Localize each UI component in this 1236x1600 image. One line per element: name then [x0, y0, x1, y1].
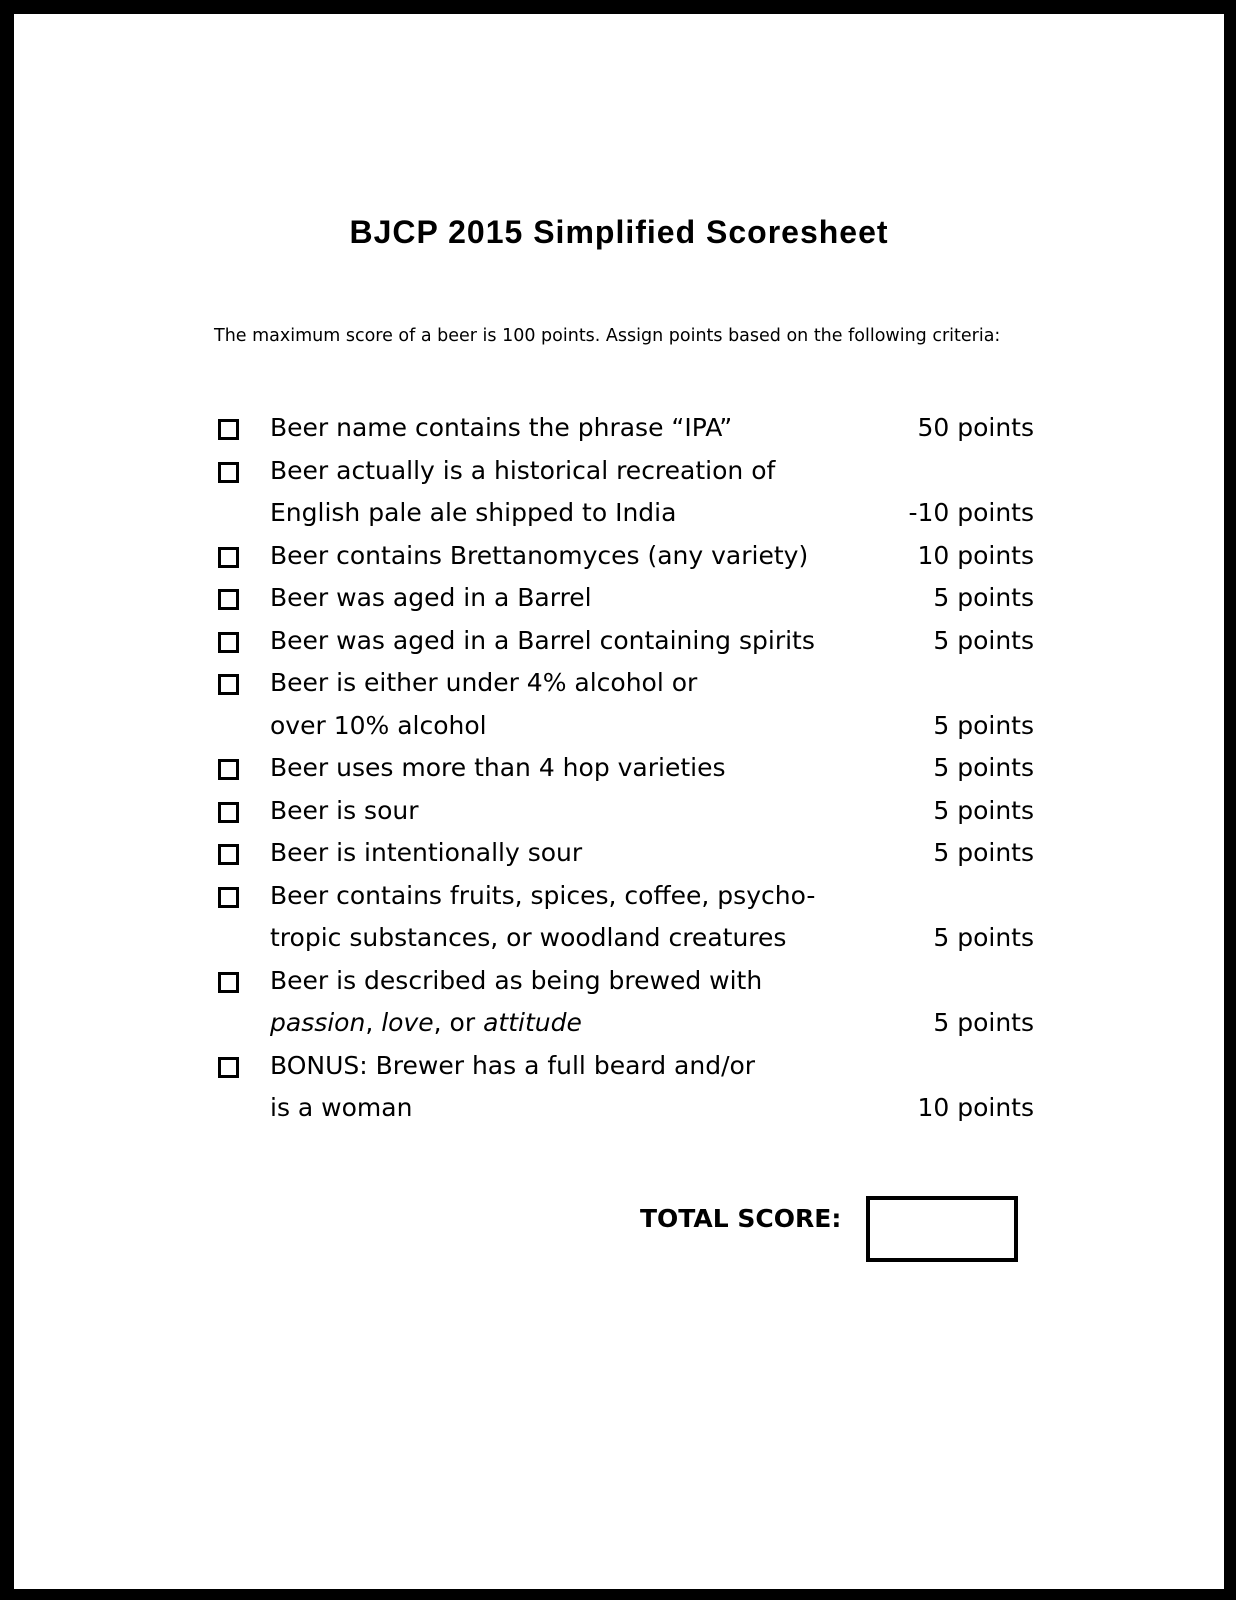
- criterion-text: Beer uses more than 4 hop varieties: [270, 753, 726, 782]
- checkbox[interactable]: [218, 844, 239, 865]
- criterion-item: [214, 535, 1034, 578]
- criterion-text: Beer contains fruits, spices, coffee, psycho-: [270, 880, 816, 910]
- checkbox[interactable]: [218, 632, 239, 653]
- criterion-text: Beer is intentionally sour: [270, 838, 583, 867]
- total-score-label: TOTAL SCORE:: [640, 1204, 842, 1233]
- criterion-text: Beer was aged in a Barrel containing spirits: [270, 625, 815, 655]
- criterion-item: [214, 662, 1034, 747]
- criterion-item: [214, 620, 1034, 663]
- criterion-points: 50 points: [917, 413, 1034, 442]
- separator: ,: [365, 1008, 382, 1037]
- criterion-points: 5 points: [933, 625, 1034, 655]
- criterion-points: 5 points: [933, 710, 1034, 740]
- criterion-text: Beer is either under 4% alcohol or: [270, 668, 698, 697]
- criterion-text: Beer name contains the phrase “IPA”: [270, 413, 733, 442]
- criterion-item: [214, 450, 1034, 535]
- criteria-list: [214, 407, 1034, 1130]
- checkbox[interactable]: [218, 972, 239, 993]
- checkbox[interactable]: [218, 887, 239, 908]
- criterion-points: -10 points: [908, 498, 1034, 527]
- criterion-text: over 10% alcohol: [270, 710, 487, 740]
- criterion-text: Beer is sour: [270, 795, 419, 825]
- criterion-points: 5 points: [933, 1008, 1034, 1037]
- checkbox[interactable]: [218, 802, 239, 823]
- criterion-item: [214, 875, 1034, 960]
- checkbox[interactable]: [218, 419, 239, 440]
- italic-word-love: love: [381, 1008, 434, 1037]
- criterion-text: tropic substances, or woodland creatures: [270, 923, 787, 952]
- intro-text: The maximum score of a beer is 100 points. Assign points based on the following criteria:: [214, 326, 1001, 346]
- criterion-item: [214, 1045, 1034, 1130]
- criterion-text: is a woman: [270, 1093, 413, 1122]
- criterion-text: Beer was aged in a Barrel: [270, 583, 592, 612]
- checkbox[interactable]: [218, 547, 239, 568]
- checkbox[interactable]: [218, 462, 239, 483]
- criterion-item: [214, 577, 1034, 620]
- criterion-text: Beer contains Brettanomyces (any variety): [270, 540, 809, 570]
- italic-word-passion: passion: [270, 1008, 366, 1037]
- criterion-item: [214, 960, 1034, 1045]
- separator: , or: [433, 1008, 484, 1037]
- italic-word-attitude: attitude: [483, 1008, 582, 1037]
- criterion-points: 5 points: [933, 838, 1034, 867]
- page-title: BJCP 2015 Simplified Scoresheet: [349, 214, 889, 250]
- criterion-points: 5 points: [933, 923, 1034, 952]
- checkbox[interactable]: [218, 1057, 239, 1078]
- criterion-text: English pale ale shipped to India: [270, 498, 677, 527]
- criterion-item: [214, 747, 1034, 790]
- criterion-text-italic: [270, 1002, 582, 1045]
- criterion-text: Beer actually is a historical recreation of: [270, 455, 776, 485]
- criterion-text: Beer is described as being brewed with: [270, 965, 763, 995]
- criterion-points: 5 points: [933, 583, 1034, 612]
- criterion-points: 5 points: [933, 795, 1034, 825]
- checkbox[interactable]: [218, 759, 239, 780]
- criterion-item: [214, 832, 1034, 875]
- scoresheet-page: [14, 14, 1224, 1589]
- checkbox[interactable]: [218, 589, 239, 610]
- criterion-points: 10 points: [917, 540, 1034, 570]
- checkbox[interactable]: [218, 674, 239, 695]
- criterion-item: [214, 790, 1034, 833]
- total-score-box[interactable]: [866, 1196, 1018, 1262]
- criterion-points: 10 points: [917, 1093, 1034, 1122]
- criterion-text: BONUS: Brewer has a full beard and/or: [270, 1050, 756, 1080]
- criterion-points: 5 points: [933, 753, 1034, 782]
- criterion-item: [214, 407, 1034, 450]
